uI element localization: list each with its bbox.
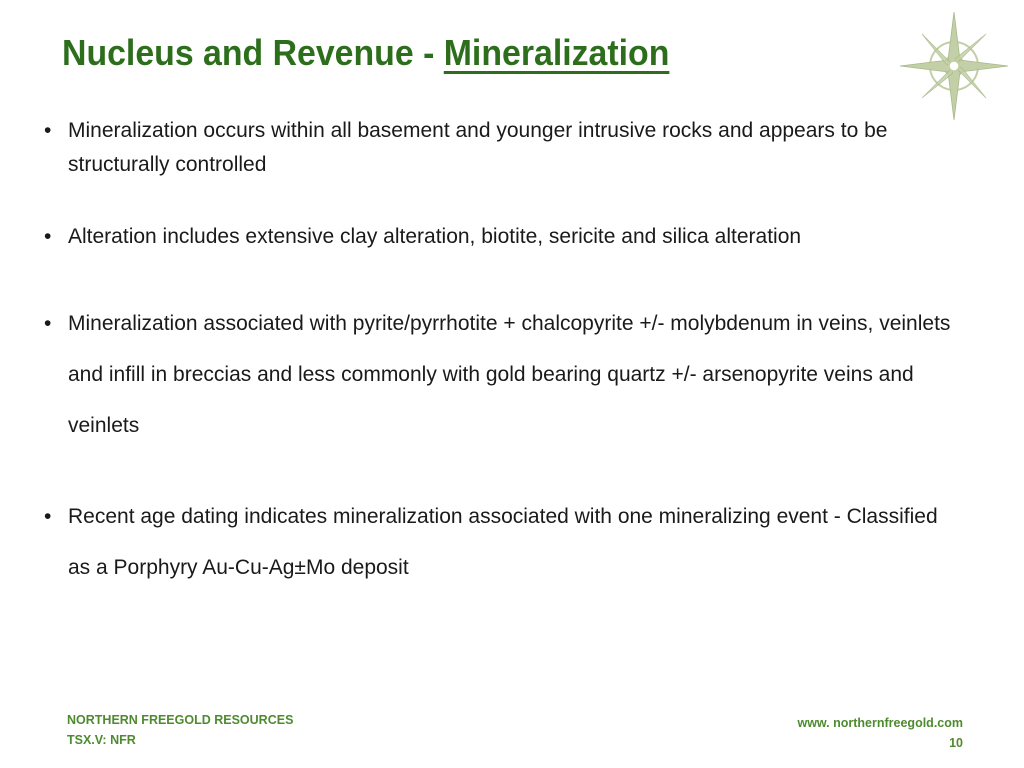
footer-company-block — [67, 710, 293, 750]
footer-web-block — [797, 713, 963, 753]
bullet-item — [40, 491, 960, 593]
bullet-marker: • — [44, 505, 52, 528]
bullet-list — [40, 114, 960, 593]
compass-rose-icon — [898, 10, 1010, 122]
bullet-text: Mineralization occurs within all basement and younger intrusive rocks and appears to be structurally controlled — [68, 119, 888, 176]
footer-company-name: NORTHERN FREEGOLD RESOURCES — [67, 713, 294, 727]
bullet-marker: • — [44, 225, 52, 248]
bullet-text: Recent age dating indicates mineralization associated with one mineralizing event - Classified as a Porphyry Au-Cu-Ag±Mo deposit — [68, 505, 938, 579]
bullet-marker: • — [44, 312, 52, 335]
slide-title-prefix: Nucleus and Revenue - — [62, 32, 444, 73]
slide-title-underlined: Mineralization — [443, 32, 670, 73]
footer-website-link[interactable]: www. northernfreegold.com — [797, 716, 963, 730]
slide-title — [62, 30, 669, 76]
bullet-item — [40, 114, 960, 182]
bullet-text: Alteration includes extensive clay alteration, biotite, sericite and silica alteration — [68, 225, 802, 248]
bullet-item — [40, 220, 960, 254]
bullet-marker: • — [44, 119, 52, 142]
page-number: 10 — [949, 736, 963, 750]
bullet-item — [40, 298, 960, 451]
footer-ticker: TSX.V: NFR — [67, 733, 136, 747]
bullet-text: Mineralization associated with pyrite/pyrrhotite + chalcopyrite +/- molybdenum in veins, veinlets and infill in breccias and less commonly with gold bearing quartz +/- arsenopyrite veins and veinlets — [68, 312, 951, 437]
